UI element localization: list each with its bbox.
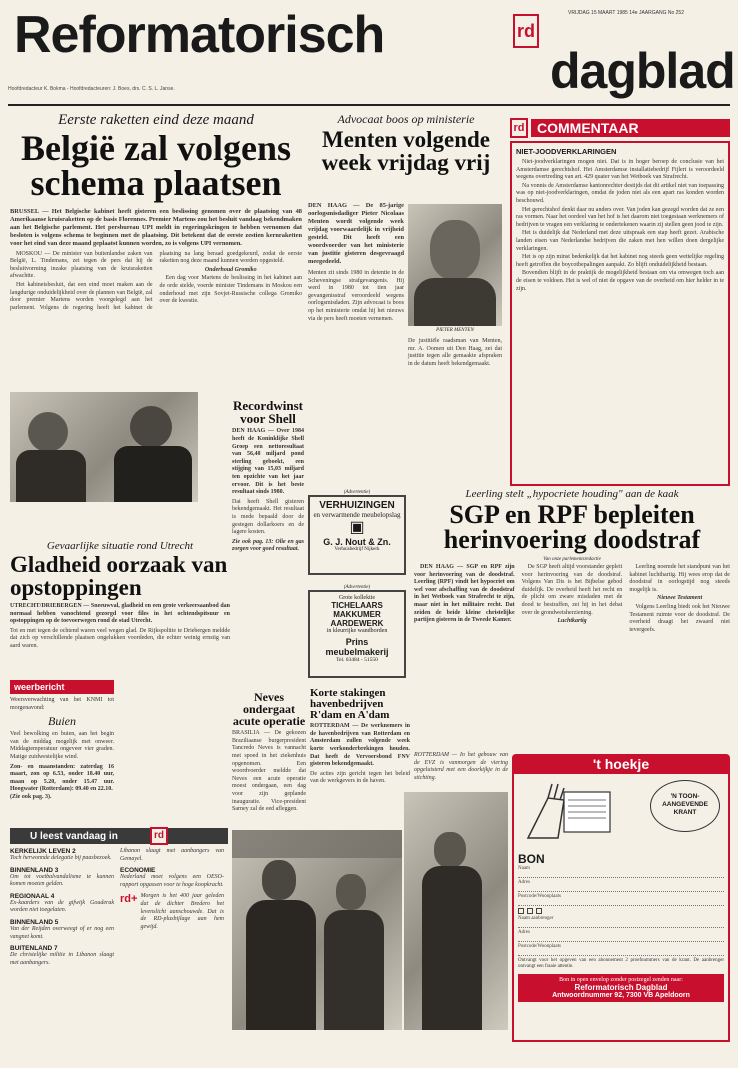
masthead-title-line1: Reformatorisch [14, 6, 385, 64]
index-logo-text: rd [154, 830, 164, 841]
form-field-postcode[interactable] [518, 894, 724, 906]
lead-body2: Een dag voor Martens de beslissing in het kabinet aan de orde stelde, voerde minister Tindemans in Moskou een onderhoud met zijn Sovjet-Russische collega Gromiko over de kwestie. [159, 275, 302, 305]
photo-figure-2-body [324, 910, 384, 1030]
hoekje-balloon: 'N TOON-AANGEVENDE KRANT [650, 780, 720, 832]
sgp-columns [414, 564, 730, 634]
commentaar-p2: Na vonnis de Amsterdamse kantonrechter destijds dat dit artikel niet van toepassing was op niet-joodverklaringen, omdat de joden niet als een apart ras konden worden beschouwd. [516, 182, 724, 204]
weather-intro: Weersverwachting van het KNMI tot morgenavond: [10, 697, 114, 711]
neves-headline[interactable]: Neves ondergaat acute operatie [232, 690, 306, 728]
index-col-2 [120, 848, 224, 971]
form-field-recruiter-postcode[interactable] [518, 944, 724, 956]
lead-photo [10, 392, 198, 502]
ad1-addr: Verhuisbedrijf Nijkerk [334, 547, 380, 552]
index-section: ECONOMIE [120, 867, 156, 875]
form-label: Adres [518, 880, 530, 885]
index-text: Libanon slaagt met aanbangers van Gemayel. [120, 848, 224, 862]
index-text: Morgen is het 400 jaar geleden dat de dichter Bredero het levenslicht aanschouwde. Dat is de RD-plusbijlage aan hem gewijd. [140, 893, 224, 930]
weather-times: Zon- en maanstanden: zaterdag 16 maart, zon op 6.53, onder 18.40 uur, maan op 5.20, onder 15.47 uur. Hoogwater (Rotterdam): 09.40 en 22.10. [10, 763, 114, 793]
ad-label-1: (Advertentie) [343, 490, 371, 495]
form-label: Adres [518, 930, 530, 935]
photo-figure-1-body [246, 900, 316, 1030]
hoekje-form [518, 866, 724, 956]
neves-body: BRASILIA — De gekozen Braziliaanse burgerpresident Tancredo Neves is vannacht met spoed in het ziekenhuis opgenomen. Een woordvoerder meldde dat Neves een acute operatie moest ondergaan, een dag voor zijn geplande inauguratie. Vice-president Sarney zal de eed afleggen. [232, 730, 306, 813]
figure-left [28, 412, 68, 452]
utrecht-intro: UTRECHT/DRIEBERGEN — Sneeuwval, gladheid en een grote verkeersaanbod dan normaal hebben vanochtend gezorgd voor files in het ochtendspitsuur en opstoppingen op de toevoerwegen rond de stad Utrecht. [10, 603, 230, 625]
ad-tichelaars [308, 585, 406, 683]
index-item[interactable] [10, 867, 114, 889]
form-field-recruiter-address[interactable] [518, 930, 724, 942]
index-text: Van der Reijden overweegt of er nog een vangnet komt. [10, 925, 114, 940]
index-item[interactable] [120, 867, 224, 889]
form-label: Naam [518, 866, 530, 871]
photo-crowd [232, 830, 402, 858]
ad2-firm: Prins meubelmakerij [325, 637, 389, 657]
index-section: BUITENLAND 7 [10, 945, 58, 953]
commentaar-p3: Het gerechtshof denkt daar nu anders over. Van joden kan gezegd worden dat ze een ras vormen. Naar het oordeel van het hof is het daarom niet toegestaan werknemers of bedrijven te vragen een verklaring te ondertekenen waarin zij stellen geen jood te zijn. [516, 206, 724, 228]
menten-caption: PIETER MENTEN [436, 328, 474, 333]
commentaar-body [516, 159, 724, 293]
weather-body: Veel bewolking en buien, aan het begin van de middag mogelijk met onweer. Middagtemperatuur ongeveer vier graden. Matige zuidwestelijke wind. [10, 731, 114, 760]
index-logo [150, 827, 168, 845]
index-text: Om tot voetbalvandalisme te kunnen komen moeten gelden. [10, 873, 114, 888]
commentaar-p4: Het is duidelijk dat Nederland met deze uitspraak een stap heeft gezet. Arabische landen eisen van Nederlandse bedrijven die zaken met hen willen doen dergelijke verklaringen. [516, 230, 724, 252]
commentaar-p6: Bovendien blijft in de praktijk de mogelijkheid bestaan om via omwegen toch aan de eisen te voldoen. Het is wel of niet de opgave van de overheid om hier helder in te zijn. [516, 270, 724, 292]
index-item[interactable] [120, 893, 224, 931]
crowd-photo [404, 792, 508, 1030]
commentaar [510, 118, 730, 486]
ad2-addr: Tel. 03484 - 51550 [336, 657, 378, 663]
sgp-story [414, 488, 730, 750]
figure-right-body [114, 446, 192, 502]
ad1-truck-icon: ▣ [349, 519, 365, 536]
menten-shoulders [414, 278, 496, 326]
commentaar-title: COMMENTAAR [531, 119, 730, 137]
index-section: BINNENLAND 3 [10, 866, 59, 874]
ad1-sub: en verwarmende meubelopslag [313, 511, 401, 519]
index-col-1 [10, 848, 114, 971]
sgp-subhead2: Nieuwe Testament [657, 595, 703, 602]
shell-story [232, 400, 304, 690]
ad2-sub: in kleurrijke wandborden [326, 628, 388, 634]
form-line [518, 935, 724, 942]
photo-figure-1 [262, 860, 296, 900]
index-box [10, 828, 228, 1038]
sgp-intro: DEN HAAG — SGP en RPF zijn voor herinvoering van de doodstraf. Leerling (RPF) vindt het hypocriet om wel voor afschaffing van de doodstraf in het Wetboek van Strafrecht te zijn, maar niet in het militaire recht. Dat zeiden de beide kleine christelijke partijen gisteren in de Tweede Kamer. [414, 563, 515, 624]
hoekje-address2: Antwoordnummer 92, 7300 VB Apeldoorn [552, 992, 690, 999]
sgp-photo-caption: ROTTERDAM — In het gebouw van de EVZ is vanmorgen de viering opgeluisterd met een doorkijkje in de stichting. [414, 752, 508, 781]
checkbox-icon[interactable] [536, 908, 542, 914]
menten-intro-text: DEN HAAG — De 85-jarige oorlogsmisdadiger Pieter Nicolaas Menten wordt volgende week vrijdag voorwaardelijk in vrijheid gesteld. Dit heeft een woordvoerder van het ministerie van justitie gisteren desgevraagd meegedeeld. [308, 202, 404, 265]
index-columns [10, 848, 228, 971]
form-label: Postcode/Woonplaats [518, 944, 561, 949]
ad-box-1[interactable] [308, 495, 406, 575]
commentaar-heading: NIET-JOODVERKLARINGEN [516, 147, 617, 156]
commentaar-box [510, 141, 730, 486]
menten-kicker: Advocaat boos op ministerie [337, 112, 475, 126]
lead-subhead: Onderhoud Gromiko [204, 266, 257, 273]
weather-title: weerbericht [10, 680, 114, 694]
shell-body: Dat heeft Shell gisteren bekendgemaakt. Het resultaat is mede bepaald door de gestegen dollarkoers en de lagere kosten. [232, 498, 304, 536]
utrecht-kicker: Gevaarlijke situatie rond Utrecht [46, 540, 194, 552]
shell-intro: DEN HAAG — Over 1984 heeft de Koninklijke Shell Groep een nettoresultaat van 56,48 miljard pond sterling geboekt, een stijging van 15,03 miljard ten opzichte van het jaar ervoor. Dit is het beste resultaat sinds 1980. [232, 428, 304, 496]
sgp-headline[interactable]: SGP en RPF bepleiten herinvoering doodstraf [443, 500, 701, 555]
index-section: BINNENLAND 5 [10, 918, 59, 926]
menten-body2: De justitiële raadsman van Menten, mr. A. Oomen uit Den Haag, zei dat justitie tegen alle gemaakte afspraken in de datum heeft bekendgemaakt. [408, 338, 502, 367]
lead-kicker: Eerste raketten eind deze maand [58, 112, 254, 128]
masthead-title-line2: dagblad [550, 43, 735, 99]
sgp-kicker: Leerling stelt „hypocriete houding" aan de kaak [465, 488, 679, 500]
hoekje-coupon [512, 754, 730, 1044]
form-line [518, 949, 724, 956]
index-item[interactable] [10, 945, 114, 967]
hoekje-address1: Reformatorisch Dagblad [574, 983, 668, 992]
menten-headline[interactable]: Menten volgende week vrijdag vrij [321, 127, 491, 175]
index-text: Ex-kaarders van de gifwijk Gouderak worden niet toegelaten. [10, 899, 114, 914]
form-label: Naam aanbrenger [518, 916, 554, 921]
index-header [10, 828, 228, 844]
hoekje-header [512, 754, 730, 774]
lead-dateline2: MOSKOU — De minister van buitenlandse zaken van België, L. Tindemans, zei tegen de pers dat hij de besluitvorming inzake plaatsing van de kruisraketten afwachtte. [10, 250, 153, 280]
ad-verhuizingen [308, 490, 406, 580]
index-item[interactable] [10, 893, 114, 915]
form-field-recruiter[interactable] [518, 916, 724, 928]
commentaar-p1: Niet-joodverklaringen mogen niet. Dat is in hoger beroep de conclusie van het Amsterdamse gerechtshof. Het Amsterdamse installatiebedrijf Fijlert is veroordeeld wegens overtreding van art. 429 quater van het Wetboek van Strafrecht. [516, 159, 724, 181]
shell-headline[interactable]: Recordwinst voor Shell [232, 398, 304, 426]
index-item[interactable] [10, 919, 114, 941]
hand-newspaper-icon [518, 778, 618, 848]
hoekje-footer [518, 974, 724, 1002]
index-title: U leest vandaag in [30, 830, 118, 842]
form-line [518, 871, 724, 878]
weather-subtitle: Buien [48, 714, 76, 729]
shell-ref: Zie ook pag. 13: Olie en gas zorgen voor goed resultaat. [232, 538, 304, 553]
form-label: Postcode/Woonplaats [518, 894, 561, 899]
lead-headline[interactable]: België zal volgens schema plaatsen [21, 128, 291, 204]
commentaar-logo [510, 118, 528, 138]
neves-story [232, 692, 306, 842]
index-section: KERKELIJK LEVEN 2 [10, 848, 76, 855]
utrecht-headline[interactable]: Gladheid oorzaak van opstoppingen [10, 552, 228, 600]
form-line [518, 885, 724, 892]
figure-left-body [16, 450, 86, 502]
ad1-firm: G. J. Nout & Zn. [323, 537, 391, 547]
form-line [518, 921, 724, 928]
hoekje-title: 't hoekje [592, 756, 650, 772]
index-item[interactable] [10, 848, 114, 863]
ad2-title: Grote kollektie [338, 595, 376, 601]
hoekje-footer-text: Bon in open envelop zonder postzegel zenden naar: [559, 977, 683, 983]
form-line [518, 899, 724, 906]
masthead-logo [513, 14, 539, 48]
masthead [8, 4, 735, 99]
weather-ref: (Zie ook pag. 3). [10, 793, 52, 800]
lead-intro: BRUSSEL — Het Belgische kabinet heeft gisteren een beslissing genomen over de plaatsing van 48 Amerikaanse kruisraketten op de basis Florennes. Premier Martens zou het besluit vandaag bekendmaken aan het Belgische parlement. Het persbureau UPI meldt in regeringskringen te hebben vernomen dat besloten is volgens schema te beginnen met de plaatsing. Dit betekent dat de eerste zestien kernraketten voor het eind van deze maand geplaatst kunnen worden, zo is volgens UPI vernomen. [10, 207, 302, 247]
sgp-subhead: Luchtkartig [557, 618, 587, 625]
crowd-figure [434, 832, 466, 868]
checkbox-icon[interactable] [527, 908, 533, 914]
ceremony-photo [232, 830, 402, 1030]
menten-body: Menten zit sinds 1980 in detentie in de Scheveningse strafgevangenis. Hij werd in 1980 tot tien jaar gevangenisstraf veroordeeld wegens oorlogsmisdaden. Zijn advocaat is boos op het ministerie omdat hij het nieuws via de pers heeft moeten vernemen. [308, 270, 404, 322]
menten-intro [308, 202, 404, 323]
index-plus-logo: rd+ [120, 893, 138, 906]
commentaar-p5: Het is op zijn minst bedenkelijk dat het kabinet nog steeds geen wettelijke regeling heeft getroffen die boycotbepalingen aanpakt. Zo blijft onduidelijkheid bestaan. [516, 254, 724, 268]
utrecht-story [10, 540, 230, 650]
crowd-figure-body [422, 866, 482, 1030]
weather-box [10, 680, 114, 820]
sgp-body: De SGP heeft altijd voorstander gepleit voor herinvoering van de doodstraf. Volgens Van Dis is het Bijbelse gebod duidelijk. De overheid heeft het recht en de plicht om zware misdaden met de dood te bestraffen, zei hij in het debat over de grondwetsherziening. [521, 563, 623, 616]
lead-columns [10, 251, 302, 313]
figure-right [130, 406, 172, 448]
stakingen-body: De acties zijn gericht tegen het beleid van de werkgevers in de haven. [310, 770, 410, 785]
stakingen-headline[interactable]: Korte stakingen havenbedrijven R'dam en A'dam [310, 687, 390, 721]
stakingen-intro: ROTTERDAM — De werknemers in de havenbedrijven van Rotterdam en Amsterdam zullen volgende week korte werkonderbrekingen houden. Dat heeft de Vervoersbond FNV gisteren bekendgemaakt. [310, 723, 410, 768]
photo-figure-2 [336, 874, 366, 910]
form-field-address[interactable] [518, 880, 724, 892]
index-text: Toch herwonnde delegatie bij paasbezoek. [10, 855, 112, 861]
hoekje-note: Ontvangt voor het opgeven van een abonnement 2 proefnummers van de krant. De aanbrenger ontvangt een fraaie attentie. [518, 958, 724, 969]
utrecht-body: Tot en met tegen de ochtend waren veel wegen glad. De Rijkspolitie te Driebergen meldde dat zich op verschillende plaatsen ongelukken voordeden, die echter weinig ernstig van aard waren. [10, 627, 230, 650]
index-section: REGIONAAL 4 [10, 892, 55, 900]
ad-box-2[interactable] [308, 590, 406, 678]
sgp-byline: Van onze parlementsredactie [543, 556, 601, 562]
hoekje-illustration [518, 778, 724, 848]
commentaar-logo-text: rd [513, 122, 525, 134]
checkbox-icon[interactable] [518, 908, 524, 914]
stakingen-story [310, 688, 410, 828]
sgp-body2: Leerling noemde het standpunt van het kabinet luchthartig. Hij wees erop dat de doodstraf in oorlogstijd nog steeds mogelijk is. [629, 563, 730, 593]
ad1-title: VERHUIZINGEN [319, 500, 395, 511]
index-text: De christelijke militie in Libanon slaagt met aanbangers. [10, 952, 114, 966]
form-field-name[interactable] [518, 866, 724, 878]
masthead-rule [8, 104, 730, 106]
menten-story [308, 112, 504, 482]
lead-body: Het kabinetsbesluit, dat een eind moet maken aan de langdurige onduidelijkheid over de plannen van België, zal door premier Martens worden voorgelegd aan het parlement. Volgens de regering heeft het kabinet de plaatsing na lang beraad goedgekeurd, zodat de eerste raketten nog deze maand kunnen worden opgesteld. [10, 250, 302, 311]
sgp-body3: Volgens Leerling biedt ook het Nieuwe Testament ruimte voor de doodstraf. De overheid draagt het zwaard niet tevergeefs. [629, 603, 730, 633]
commentaar-header [510, 118, 730, 138]
hoekje-body [512, 774, 730, 1042]
index-text: Nederland moet volgens een OESO-rapport opgassen voor te hoge koopkracht. [120, 874, 224, 888]
hoekje-bon: BON [518, 852, 545, 866]
dateline: VRIJDAG 15 MAART 1985 14e JAARGANG No 252 [568, 10, 684, 16]
menten-head [430, 220, 480, 280]
ad2-main: TICHELAARS MAKKUMER AARDEWERK [330, 601, 384, 628]
credits: Hoofdredacteur K. Bokma - Hoofdredacteuren: J. Boes, drs. C. S. L. Janse. [8, 86, 175, 92]
menten-photo [408, 204, 502, 326]
ad-label-2: (Advertentie) [343, 585, 371, 590]
masthead-logo-text: rd [517, 21, 535, 41]
form-checkboxes [518, 908, 724, 914]
